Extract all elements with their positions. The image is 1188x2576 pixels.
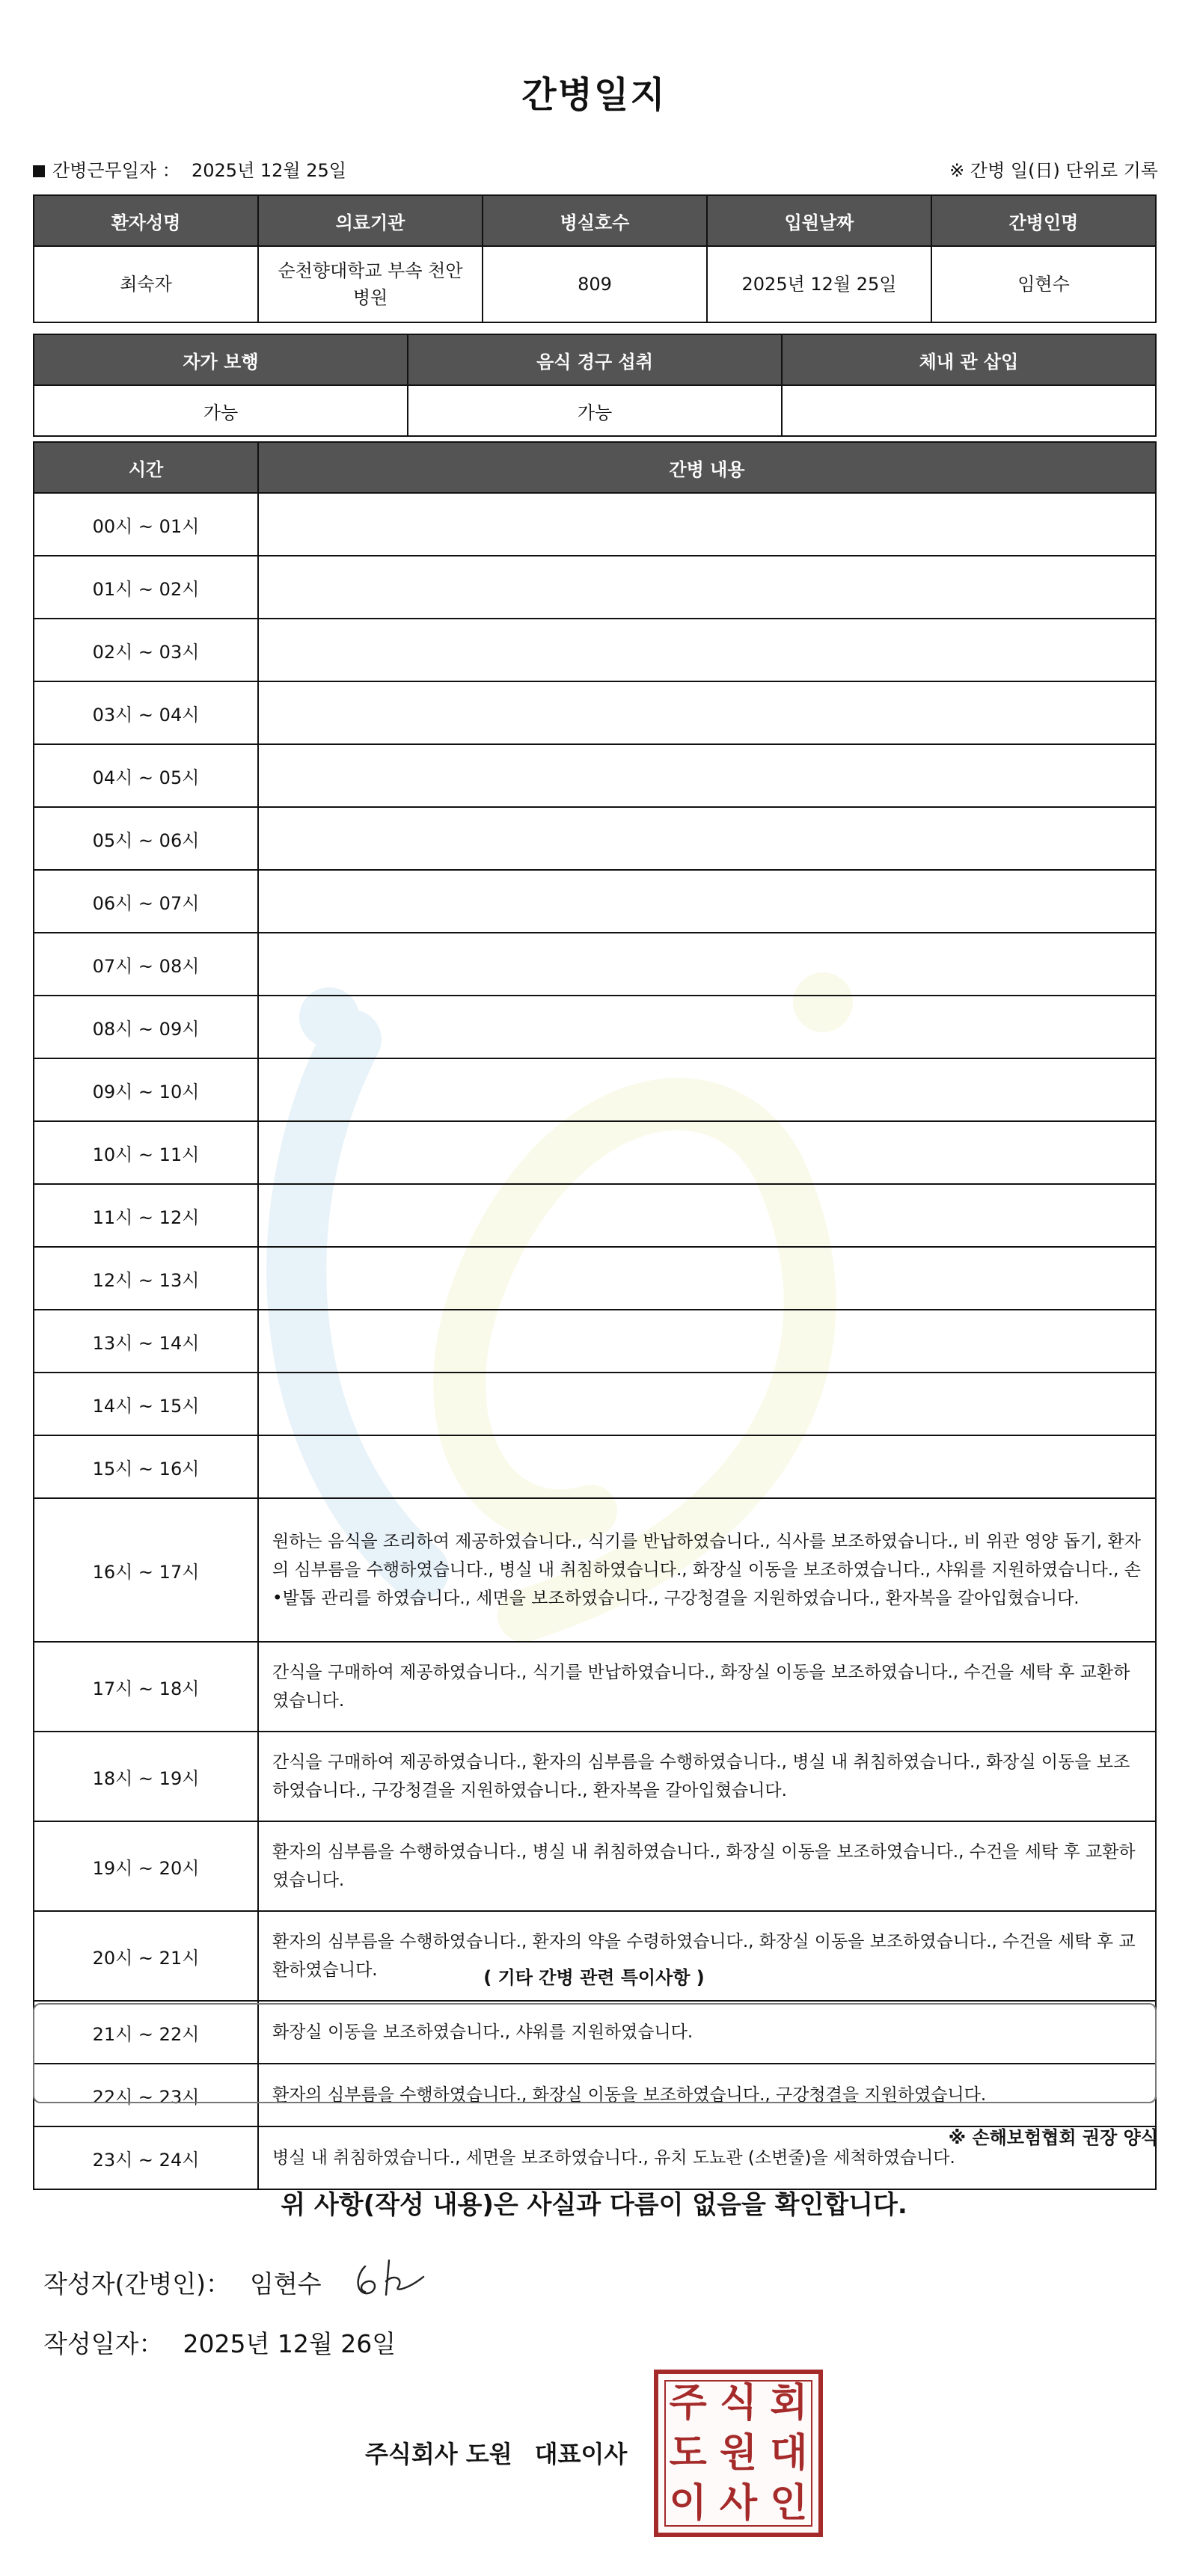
row-time: 22시 ~ 23시 xyxy=(34,2064,258,2126)
row-content: 환자의 심부름을 수행하였습니다., 화장실 이동을 보조하였습니다., 구강청결을 지원하였습니다. xyxy=(258,2064,1156,2126)
row-time: 15시 ~ 16시 xyxy=(34,1435,258,1498)
caregiver-name: 임현수 xyxy=(931,246,1156,322)
company-name: 주식회사 도원 xyxy=(365,2440,512,2468)
row-content: 간식을 구매하여 제공하였습니다., 식기를 반납하였습니다., 화장실 이동을 보조하였습니다., 수건을 세탁 후 교환하였습니다. xyxy=(258,1642,1156,1732)
table-row xyxy=(34,1821,1156,1911)
table-row xyxy=(34,619,1156,681)
self-walking-value: 가능 xyxy=(34,385,408,436)
header-caregiver-name: 간병인명 xyxy=(931,195,1156,246)
admission-date: 2025년 12월 25일 xyxy=(707,246,931,322)
author-label: 작성자(간병인)： xyxy=(43,2269,231,2299)
seal-character: 회 xyxy=(770,2381,808,2426)
row-content xyxy=(258,807,1156,870)
row-time: 09시 ~ 10시 xyxy=(34,1058,258,1121)
patient-name: 최숙자 xyxy=(34,246,258,322)
row-time: 04시 ~ 05시 xyxy=(34,744,258,807)
table-row xyxy=(34,1498,1156,1642)
row-time: 23시 ~ 24시 xyxy=(34,2126,258,2189)
table-row xyxy=(34,807,1156,870)
row-content: 환자의 심부름을 수행하였습니다., 환자의 약을 수령하였습니다., 화장실 이동을 보조하였습니다., 수건을 세탁 후 교환하였습니다. xyxy=(258,1911,1156,2001)
table-row xyxy=(34,1642,1156,1732)
row-content xyxy=(258,1058,1156,1121)
patient-status-table xyxy=(33,334,1157,437)
work-date-label: 간병근무일자 ： xyxy=(52,160,180,181)
row-time: 03시 ~ 04시 xyxy=(34,681,258,744)
oral-intake-value: 가능 xyxy=(408,385,782,436)
written-date-value: 2025년 12월 26일 xyxy=(183,2329,396,2358)
daily-record-note: ※ 간병 일(日) 단위로 기록 xyxy=(949,160,1158,181)
row-time: 21시 ~ 22시 xyxy=(34,2001,258,2064)
row-time: 18시 ~ 19시 xyxy=(34,1732,258,1821)
table-row xyxy=(34,556,1156,619)
special-notes-box xyxy=(33,2003,1157,2103)
row-content xyxy=(258,744,1156,807)
row-time: 05시 ~ 06시 xyxy=(34,807,258,870)
row-time: 02시 ~ 03시 xyxy=(34,619,258,681)
row-time: 01시 ~ 02시 xyxy=(34,556,258,619)
seal-character: 식 xyxy=(719,2381,758,2426)
table-row xyxy=(34,1435,1156,1498)
special-notes-heading: ( 기타 간병 관련 특이사항 ) xyxy=(483,1967,705,1988)
table-row xyxy=(34,933,1156,996)
row-content xyxy=(258,1184,1156,1247)
row-time: 14시 ~ 15시 xyxy=(34,1373,258,1435)
row-content xyxy=(258,1310,1156,1373)
row-content: 원하는 음식을 조리하여 제공하였습니다., 식기를 반납하였습니다., 식사를 보조하였습니다., 비 위관 영양 돕기, 환자의 심부름을 수행하였습니다., 병실 내 취침하였습니다., 화장실 이동을 보조하였습니다., 샤워를 지원하였습니다., 손•발톱 관리를 하였습니다., 세면을 보조하였습니다., 구강청결을 지원하였습니다., 환자복을 갈아입혔습니다. xyxy=(258,1498,1156,1642)
square-bullet-icon xyxy=(33,165,45,177)
row-content xyxy=(258,996,1156,1058)
row-content xyxy=(258,870,1156,933)
seal-character: 이 xyxy=(669,2480,707,2526)
row-content xyxy=(258,933,1156,996)
author-name: 임현수 xyxy=(250,2269,322,2299)
representative-title: 대표이사 xyxy=(534,2440,628,2468)
room-number: 809 xyxy=(483,246,707,322)
hospital-name: 순천향대학교 부속 천안병원 xyxy=(258,246,483,322)
row-time: 00시 ~ 01시 xyxy=(34,493,258,556)
seal-character: 원 xyxy=(719,2430,758,2476)
table-row xyxy=(34,744,1156,807)
tube-insertion-value xyxy=(782,385,1156,436)
header-oral-intake: 음식 경구 섭취 xyxy=(408,334,782,385)
header-self-walking: 자가 보행 xyxy=(34,334,408,385)
header-tube-insertion: 체내 관 삽입 xyxy=(782,334,1156,385)
row-content: 화장실 이동을 보조하였습니다., 샤워를 지원하였습니다. xyxy=(258,2001,1156,2064)
table-row xyxy=(34,1310,1156,1373)
row-content xyxy=(258,1247,1156,1310)
seal-character: 대 xyxy=(770,2430,808,2476)
written-date-line xyxy=(43,2325,396,2360)
handwritten-signature-icon xyxy=(352,2251,434,2304)
row-time: 07시 ~ 08시 xyxy=(34,933,258,996)
header-room-number: 병실호수 xyxy=(483,195,707,246)
header-time: 시간 xyxy=(34,442,258,493)
written-date-label: 작성일자： xyxy=(43,2329,164,2358)
row-time: 16시 ~ 17시 xyxy=(34,1498,258,1642)
table-row xyxy=(34,681,1156,744)
row-content: 환자의 심부름을 수행하였습니다., 병실 내 취침하였습니다., 화장실 이동을 보조하였습니다., 수건을 세탁 후 교환하였습니다. xyxy=(258,1821,1156,1911)
patient-info-table xyxy=(33,194,1157,323)
seal-character: 주 xyxy=(669,2381,707,2426)
row-time: 13시 ~ 14시 xyxy=(34,1310,258,1373)
row-content: 간식을 구매하여 제공하였습니다., 환자의 심부름을 수행하였습니다., 병실 내 취침하였습니다., 화장실 이동을 보조하였습니다., 구강청결을 지원하였습니다., 환자복을 갈아입혔습니다. xyxy=(258,1732,1156,1821)
work-date-line xyxy=(33,156,346,182)
header-patient-name: 환자성명 xyxy=(34,195,258,246)
table-row xyxy=(34,870,1156,933)
row-content xyxy=(258,681,1156,744)
seal-character: 도 xyxy=(669,2430,707,2476)
header-care-content: 간병 내용 xyxy=(258,442,1156,493)
row-time: 19시 ~ 20시 xyxy=(34,1821,258,1911)
row-time: 10시 ~ 11시 xyxy=(34,1121,258,1184)
table-row xyxy=(34,1247,1156,1310)
author-line xyxy=(43,2265,322,2300)
table-row xyxy=(34,1373,1156,1435)
company-seal-stamp xyxy=(654,2370,823,2537)
table-row xyxy=(34,996,1156,1058)
row-time: 12시 ~ 13시 xyxy=(34,1247,258,1310)
row-content: 병실 내 취침하였습니다., 세면을 보조하였습니다., 유치 도뇨관 (소변줄)을 세척하였습니다. xyxy=(258,2126,1156,2189)
row-content xyxy=(258,556,1156,619)
row-time: 08시 ~ 09시 xyxy=(34,996,258,1058)
seal-characters xyxy=(663,2379,814,2528)
confirmation-statement: 위 사항(작성 내용)은 사실과 다름이 없음을 확인합니다. xyxy=(281,2190,907,2220)
row-time: 11시 ~ 12시 xyxy=(34,1184,258,1247)
table-row xyxy=(34,1184,1156,1247)
row-content xyxy=(258,1121,1156,1184)
row-content xyxy=(258,1435,1156,1498)
hourly-care-log-table xyxy=(33,441,1157,2190)
row-content xyxy=(258,619,1156,681)
row-time: 06시 ~ 07시 xyxy=(34,870,258,933)
seal-character: 인 xyxy=(770,2480,808,2526)
row-time: 17시 ~ 18시 xyxy=(34,1642,258,1732)
table-row xyxy=(34,1732,1156,1821)
row-content xyxy=(258,493,1156,556)
association-recommended-note: ※ 손해보험협회 권장 양식 xyxy=(948,2127,1158,2148)
table-row xyxy=(34,1058,1156,1121)
seal-character: 사 xyxy=(719,2480,758,2526)
company-signature-line xyxy=(365,2435,627,2470)
table-row xyxy=(34,493,1156,556)
page-title: 간병일지 xyxy=(521,74,667,116)
header-admission-date: 입원날짜 xyxy=(707,195,931,246)
header-hospital: 의료기관 xyxy=(258,195,483,246)
table-row xyxy=(34,1121,1156,1184)
row-content xyxy=(258,1373,1156,1435)
row-time: 20시 ~ 21시 xyxy=(34,1911,258,2001)
work-date-value: 2025년 12월 25일 xyxy=(192,160,346,181)
